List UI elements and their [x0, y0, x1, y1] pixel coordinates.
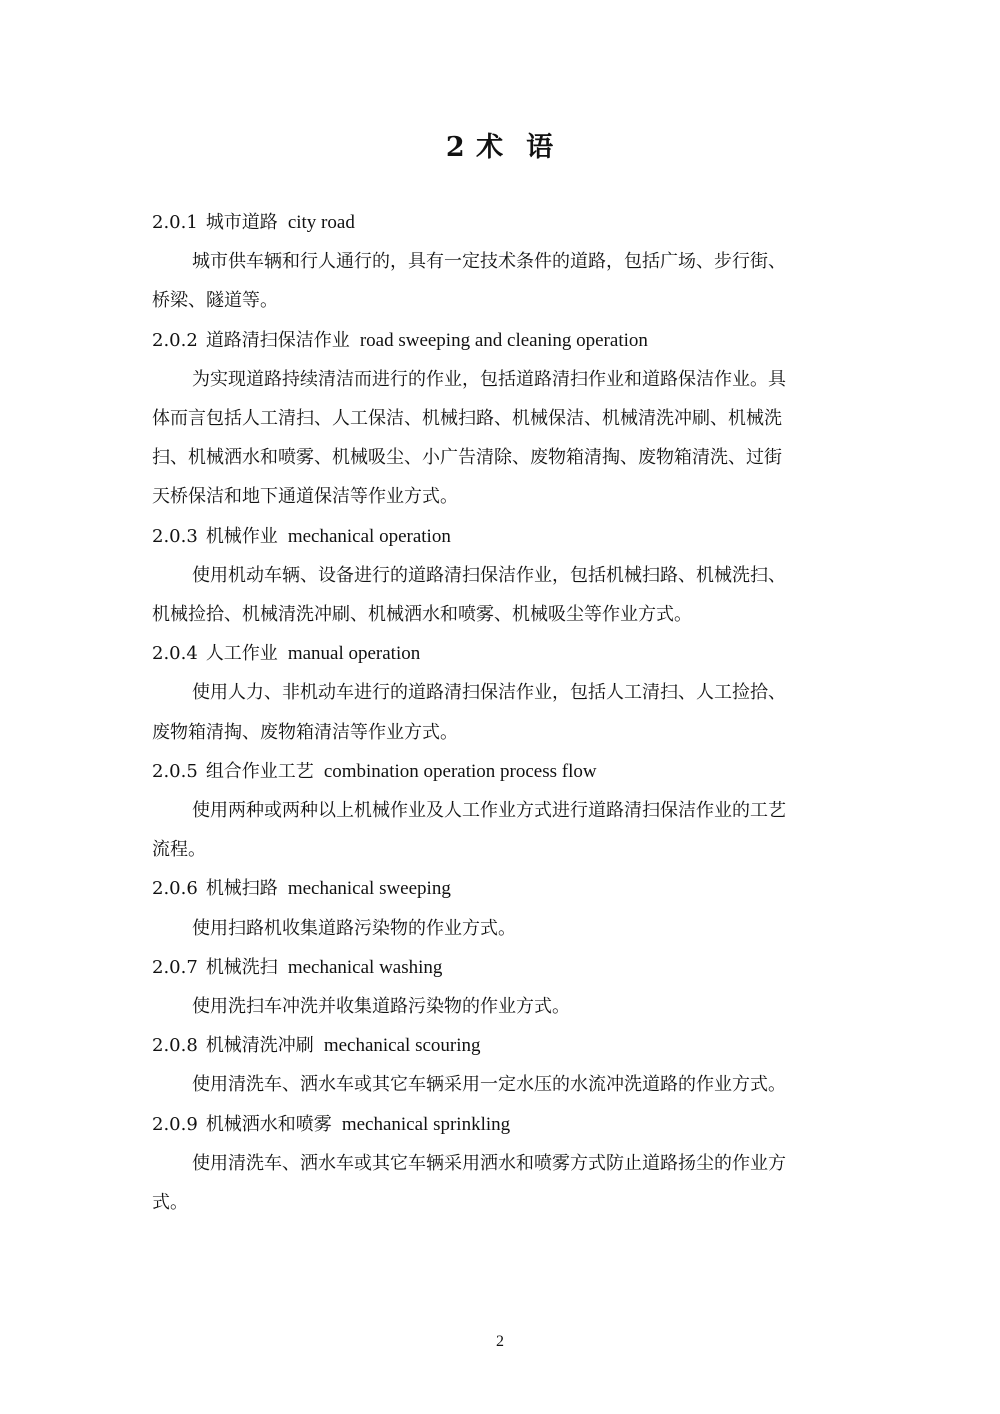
term-number: 2.0.5	[152, 760, 198, 782]
term-number: 2.0.7	[152, 956, 198, 978]
term-chinese: 人工作业	[205, 643, 278, 665]
term-number: 2.0.2	[152, 329, 198, 351]
section-heading-word: 语	[526, 132, 555, 163]
term-definition	[152, 673, 860, 751]
definition-line: 天桥保洁和地下通道保洁等作业方式。	[152, 486, 458, 508]
term-heading	[152, 321, 860, 360]
definition-line: 使用两种或两种以上机械作业及人工作业方式进行道路清扫保洁作业的工艺	[192, 800, 786, 822]
term-definition	[152, 556, 860, 634]
term-english: mechanical sprinkling	[341, 1113, 511, 1135]
definition-line: 扫、机械洒水和喷雾、机械吸尘、小广告清除、废物箱清掏、废物箱清洗、过街	[152, 447, 782, 469]
term-english: mechanical operation	[287, 525, 451, 547]
term-heading	[152, 203, 860, 242]
term-chinese: 组合作业工艺	[205, 760, 314, 782]
term-chinese: 机械洒水和喷雾	[205, 1113, 332, 1135]
definition-line: 使用人力、非机动车进行的道路清扫保洁作业，包括人工清扫、人工捡拾、	[192, 682, 786, 704]
definition-line: 体而言包括人工清扫、人工保洁、机械扫路、机械保洁、机械清洗冲刷、机械洗	[152, 408, 782, 430]
term-number: 2.0.3	[152, 525, 198, 547]
definition-line: 城市供车辆和行人通行的，具有一定技术条件的道路，包括广场、步行街、	[192, 251, 786, 273]
term-chinese: 城市道路	[205, 212, 278, 233]
term-number: 2.0.1	[152, 212, 198, 233]
term-english: mechanical washing	[287, 956, 443, 978]
term-english: city road	[287, 212, 355, 233]
section-heading-number: 2	[445, 132, 466, 163]
term-definition	[152, 242, 860, 320]
term-number: 2.0.6	[152, 878, 198, 900]
terms-list	[152, 203, 860, 1222]
term-english: combination operation process flow	[323, 760, 597, 782]
section-heading-word: 术	[476, 132, 505, 163]
definition-line: 使用清洗车、洒水车或其它车辆采用一定水压的水流冲洗道路的作业方式。	[192, 1074, 786, 1096]
term-english: road sweeping and cleaning operation	[359, 329, 648, 351]
term-chinese: 道路清扫保洁作业	[205, 329, 350, 351]
term-heading	[152, 1105, 860, 1144]
term-chinese: 机械扫路	[205, 878, 278, 900]
definition-line: 桥梁、隧道等。	[152, 290, 278, 312]
term-number: 2.0.8	[152, 1035, 198, 1057]
definition-line: 为实现道路持续清洁而进行的作业，包括道路清扫作业和道路保洁作业。具	[192, 368, 786, 390]
term-definition	[152, 1144, 860, 1222]
term-definition	[152, 1065, 860, 1104]
definition-line: 使用清洗车、洒水车或其它车辆采用洒水和喷雾方式防止道路扬尘的作业方	[192, 1152, 786, 1174]
term-heading	[152, 948, 860, 987]
term-chinese: 机械洗扫	[205, 956, 278, 978]
term-number: 2.0.4	[152, 643, 198, 665]
page-number: 2	[496, 1333, 504, 1350]
term-number: 2.0.9	[152, 1113, 198, 1135]
term-definition	[152, 987, 860, 1026]
definition-line: 流程。	[152, 839, 206, 861]
section-heading	[0, 128, 1000, 168]
term-chinese: 机械作业	[205, 525, 278, 547]
definition-line: 使用洗扫车冲洗并收集道路污染物的作业方式。	[192, 996, 570, 1018]
term-chinese: 机械清洗冲刷	[205, 1035, 314, 1057]
definition-line: 使用机动车辆、设备进行的道路清扫保洁作业，包括机械扫路、机械洗扫、	[192, 564, 786, 586]
definition-line: 使用扫路机收集道路污染物的作业方式。	[192, 917, 516, 939]
term-english: manual operation	[287, 643, 421, 665]
term-english: mechanical scouring	[323, 1035, 481, 1057]
term-english: mechanical sweeping	[287, 878, 451, 900]
term-heading	[152, 517, 860, 556]
term-definition	[152, 909, 860, 948]
definition-line: 式。	[152, 1192, 188, 1214]
term-heading	[152, 634, 860, 673]
term-heading	[152, 1026, 860, 1065]
term-definition	[152, 791, 860, 869]
definition-line: 机械捡拾、机械清洗冲刷、机械洒水和喷雾、机械吸尘等作业方式。	[152, 604, 692, 626]
term-heading	[152, 752, 860, 791]
definition-line: 废物箱清掏、废物箱清洁等作业方式。	[152, 721, 458, 743]
term-definition	[152, 360, 860, 517]
term-heading	[152, 869, 860, 908]
